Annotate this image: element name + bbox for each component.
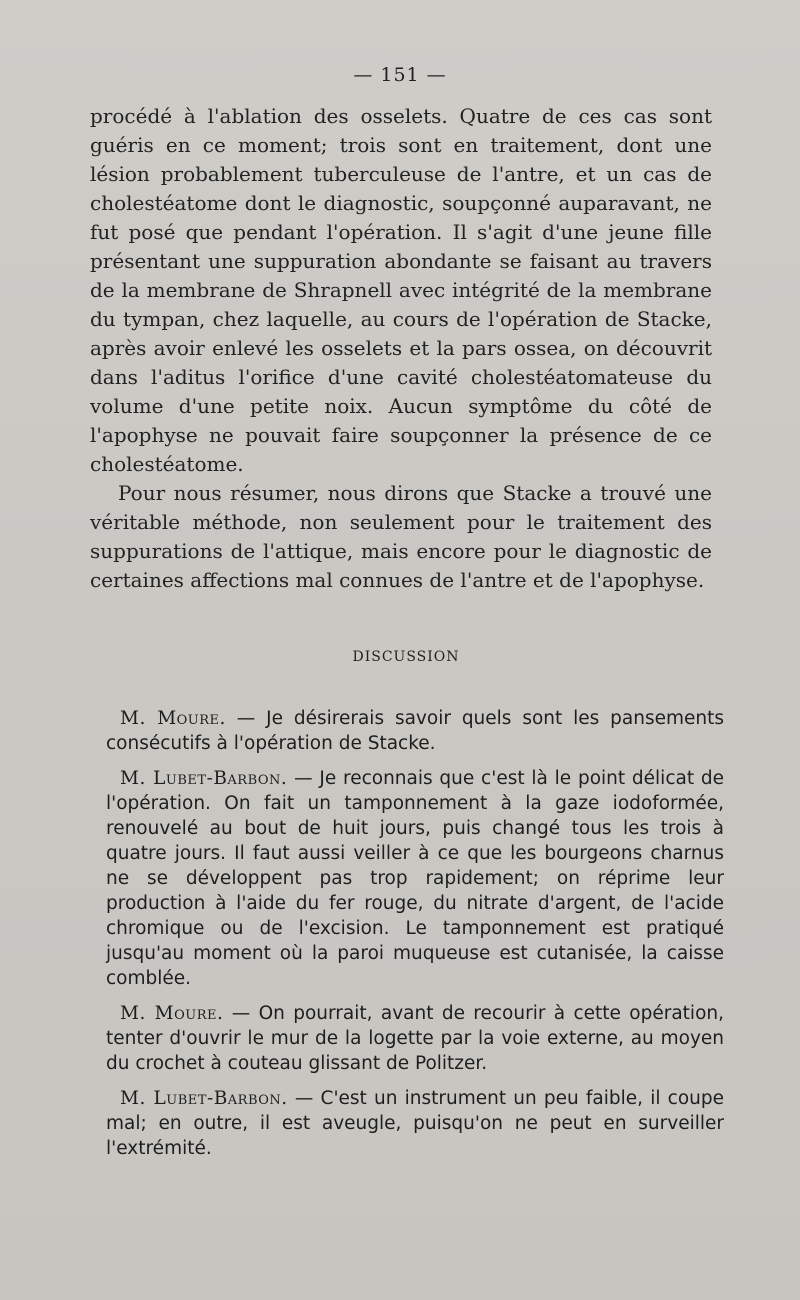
speaker-name: M. Moure. bbox=[120, 1003, 224, 1024]
speech-text: — Je reconnais que c'est là le point délicat de l'opération. On fait un tamponnement à la gaze iodoformée, renouvelé au bout de huit jours, puis changé tous les trois à quatre jours. Il faut aussi veiller à ce que les bourgeons charnus ne se développent pas trop rapidement; on réprime leur production à l'aide du fer rouge, du nitrate d'argent, de l'acide chromique ou de l'excision. Le tamponnement est pratiqué jusqu'au moment où la paroi muqueuse est cutanisée, la caisse comblée. bbox=[106, 768, 724, 989]
discussion-entry bbox=[106, 706, 724, 756]
speaker-name: M. Lubet-Barbon. bbox=[120, 1088, 288, 1109]
body-text bbox=[90, 102, 712, 595]
speech-text: — On pourrait, avant de recourir à cette opération, tenter d'ouvrir le mur de la logette par la voie externe, au moyen du crochet à couteau glissant de Politzer. bbox=[106, 1003, 724, 1074]
speaker-name: M. Moure. bbox=[120, 708, 226, 729]
speech-text: — Je désirerais savoir quels sont les pansements consécutifs à l'opération de Stacke. bbox=[106, 708, 724, 754]
discussion-entry bbox=[106, 1086, 724, 1161]
page-number: — 151 — bbox=[353, 64, 447, 86]
paragraph: procédé à l'ablation des osselets. Quatre de ces cas sont guéris en ce moment; trois sont en traitement, dont une lésion probablement tuberculeuse de l'antre, et un cas de cholestéatome dont le diagnostic, soupçonné auparavant, ne fut posé que pendant l'opération. Il s'agit d'une jeune fille présentant une suppuration abondante se faisant au travers de la membrane de Shrapnell avec intégrité de la membrane du tympan, chez laquelle, au cours de l'opération de Stacke, après avoir enlevé les osselets et la pars ossea, on découvrit dans l'aditus l'orifice d'une cavité cholestéatomateuse du volume d'une petite noix. Aucun symptôme du côté de l'apophyse ne pouvait faire soupçonner la présence de ce cholestéatome. bbox=[90, 104, 712, 476]
discussion-entry bbox=[106, 766, 724, 991]
paragraph: Pour nous résumer, nous dirons que Stacke a trouvé une véritable méthode, non seulement pour le traitement des suppurations de l'attique, mais encore pour le diagnostic de certaines affections mal connues de l'antre et de l'apophyse. bbox=[90, 481, 712, 592]
section-heading: DISCUSSION bbox=[352, 649, 460, 665]
discussion-text bbox=[106, 706, 724, 1171]
speech-text: — C'est un instrument un peu faible, il coupe mal; en outre, il est aveugle, puisqu'on ne peut en surveiller l'extrémité. bbox=[106, 1088, 724, 1159]
speaker-name: M. Lubet-Barbon. bbox=[120, 768, 288, 789]
discussion-entry bbox=[106, 1001, 724, 1076]
